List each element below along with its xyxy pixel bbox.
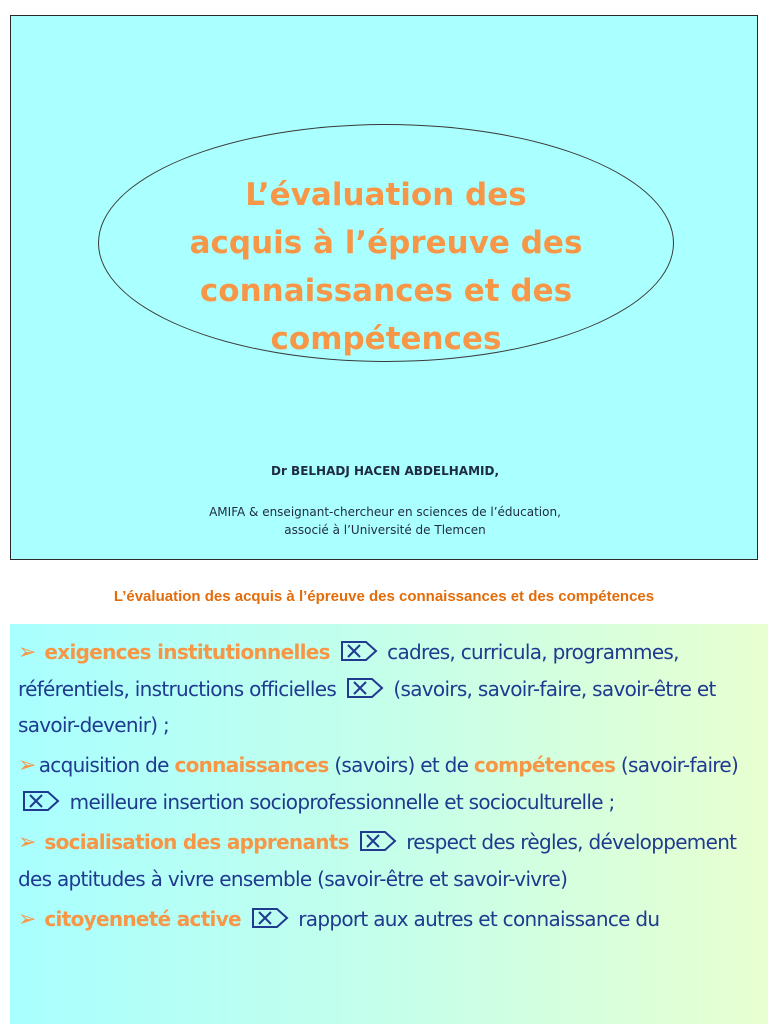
bullet-text: (savoirs, savoir-faire, savoir-être et savoir-devenir) ; <box>18 677 716 737</box>
list-item <box>18 634 752 743</box>
highlight-term: exigences institutionnelles <box>44 640 330 664</box>
content-slide <box>0 574 768 1024</box>
bullet-text: acquisition de <box>38 753 169 777</box>
title-line: compétences <box>270 321 502 357</box>
bullet-text: meilleure insertion socioprofessionnelle et socioculturelle ; <box>69 790 615 814</box>
arrow-bullet-icon: ➢ <box>18 907 36 932</box>
bullet-panel <box>10 624 768 1024</box>
list-item <box>18 747 752 820</box>
bullet-text: respect des règles, développement des aptitudes à vivre ensemble (savoir-être et savoir-vivre) <box>18 830 737 891</box>
boxed-arrow-icon <box>340 640 378 662</box>
title-line: connaissances et des <box>199 273 573 309</box>
list-item <box>18 824 752 897</box>
boxed-arrow-icon <box>346 677 384 699</box>
bullet-text: (savoirs) et de <box>334 753 469 777</box>
arrow-bullet-icon: ➢ <box>18 640 36 665</box>
highlight-term: socialisation des apprenants <box>44 830 349 854</box>
boxed-arrow-icon <box>359 830 397 852</box>
arrow-bullet-icon: ➢ <box>18 753 36 778</box>
boxed-arrow-icon <box>22 790 60 812</box>
list-item <box>18 901 752 938</box>
author-affiliation: AMIFA & enseignant-chercheur en sciences de l’éducation, <box>209 505 561 519</box>
title-line: acquis à l’épreuve des <box>189 225 583 261</box>
bullet-text: (savoir-faire) <box>620 753 739 777</box>
highlight-term: compétences <box>473 753 616 777</box>
author-affiliation: associé à l’Université de Tlemcen <box>284 523 486 537</box>
slide-title <box>98 171 674 363</box>
bullet-text: cadres, curricula, programmes, référentiels, instructions officielles <box>18 640 679 701</box>
arrow-bullet-icon: ➢ <box>18 830 36 855</box>
bullet-text: rapport aux autres et connaissance du <box>298 907 660 931</box>
highlight-term: citoyenneté active <box>44 907 241 931</box>
highlight-term: connaissances <box>174 753 329 777</box>
author-name: Dr BELHADJ HACEN ABDELHAMID, <box>270 464 500 478</box>
boxed-arrow-icon <box>251 907 289 929</box>
bullet-list <box>10 624 768 938</box>
title-line: L’évaluation des <box>245 177 527 213</box>
slide-heading: L’évaluation des acquis à l’épreuve des connaissances et des compétences <box>113 588 655 605</box>
title-slide <box>10 15 758 560</box>
